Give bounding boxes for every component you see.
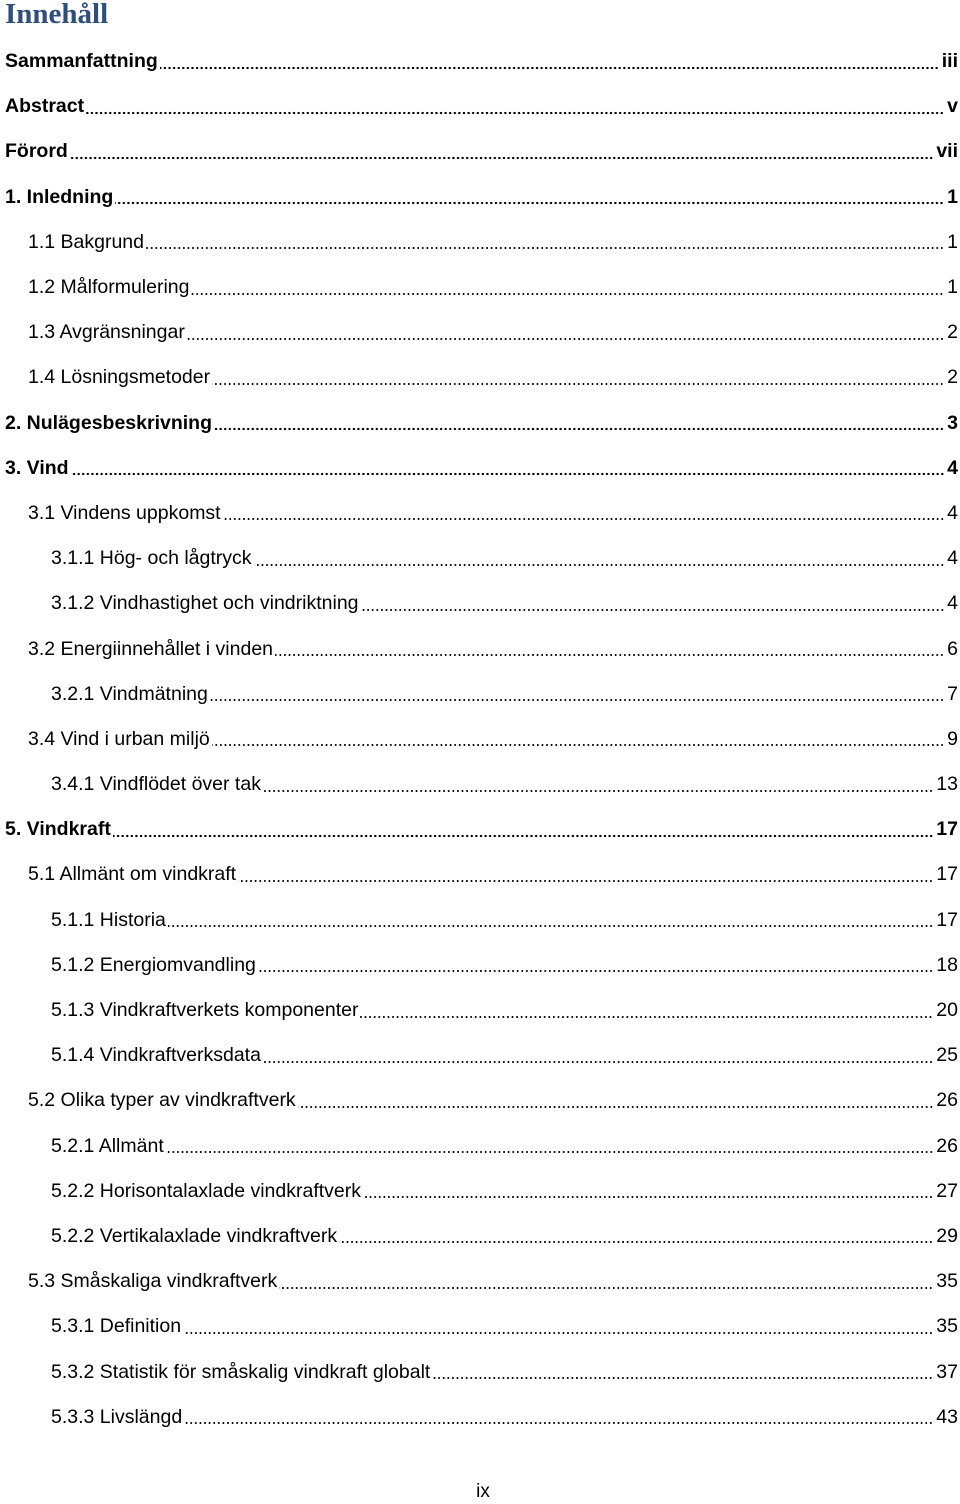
toc-entry-page: 1	[947, 185, 958, 208]
toc-entry[interactable]	[0, 807, 960, 852]
toc-dot-leader	[212, 382, 944, 386]
toc-entry-page: 18	[936, 953, 958, 976]
toc-entry-page: 43	[936, 1405, 958, 1428]
toc-entry-label: 5.2.1 Allmänt	[51, 1134, 164, 1157]
toc-entry[interactable]	[0, 762, 960, 807]
toc-entry-page: v	[947, 95, 958, 118]
toc-dot-leader	[363, 1195, 933, 1199]
toc-entry-label: 5.1.1 Historia	[51, 908, 166, 931]
toc-dot-leader	[160, 66, 939, 70]
toc-entry[interactable]	[0, 672, 960, 717]
toc-entry-page: 27	[936, 1179, 958, 1202]
toc-entry-page: 37	[936, 1360, 958, 1383]
toc-entry[interactable]	[0, 39, 960, 84]
toc-entry[interactable]	[0, 1395, 960, 1440]
toc-dot-leader	[187, 337, 944, 341]
toc-entry-page: 4	[947, 592, 958, 615]
toc-entry-label: Abstract	[5, 95, 85, 118]
toc-entry-page: 4	[947, 501, 958, 524]
toc-entry[interactable]	[0, 1078, 960, 1123]
toc-entry-label: 5.1.2 Energiomvandling	[51, 953, 256, 976]
toc-entry-page: 29	[936, 1224, 958, 1247]
toc-entry-label: 3.2 Energiinnehållet i vinden	[28, 637, 274, 660]
toc-entry-page: 17	[936, 818, 958, 841]
toc-entry-label: 3. Vind	[5, 456, 69, 479]
toc-dot-leader	[361, 608, 945, 612]
toc-dot-leader	[166, 1150, 934, 1154]
toc-dot-leader	[210, 698, 944, 702]
toc-entry-label: 1.1 Bakgrund	[28, 230, 145, 253]
toc-entry-label: 3.4.1 Vindflödet över tak	[51, 773, 261, 796]
toc-entry[interactable]	[0, 84, 960, 129]
toc-entry[interactable]	[0, 175, 960, 220]
toc-entry-page: 1	[947, 230, 958, 253]
toc-entry-label: 2. Nulägesbeskrivning	[5, 411, 212, 434]
toc-entry-label: 3.1 Vindens uppkomst	[28, 501, 221, 524]
toc-entry-page: 4	[947, 547, 958, 570]
toc-dot-leader	[86, 111, 944, 115]
toc-entry-page: 7	[947, 682, 958, 705]
toc-entry-label: 5.3.3 Livslängd	[51, 1405, 183, 1428]
toc-entry[interactable]	[0, 310, 960, 355]
toc-entry-label: 5.1.3 Vindkraftverkets komponenter	[51, 999, 359, 1022]
toc-entry[interactable]	[0, 1214, 960, 1259]
toc-entry-label: 5.1.4 Vindkraftverksdata	[51, 1044, 261, 1067]
toc-entry[interactable]	[0, 129, 960, 174]
table-of-contents	[0, 39, 960, 1440]
toc-entry-page: 6	[947, 637, 958, 660]
toc-entry-label: 5.2.2 Vertikalaxlade vindkraftverk	[51, 1224, 338, 1247]
toc-entry-label: 3.1.2 Vindhastighet och vindriktning	[51, 592, 359, 615]
toc-entry-page: 25	[936, 1044, 958, 1067]
toc-dot-leader	[432, 1376, 933, 1380]
toc-dot-leader	[238, 879, 933, 883]
toc-entry[interactable]	[0, 265, 960, 310]
toc-entry[interactable]	[0, 1304, 960, 1349]
toc-entry[interactable]	[0, 1349, 960, 1394]
toc-dot-leader	[339, 1240, 933, 1244]
toc-entry-page: 1	[947, 276, 958, 299]
toc-entry-page: 17	[936, 908, 958, 931]
toc-entry[interactable]	[0, 536, 960, 581]
toc-entry-label: 5.1 Allmänt om vindkraft	[28, 863, 237, 886]
toc-entry-page: 2	[947, 321, 958, 344]
toc-entry[interactable]	[0, 401, 960, 446]
toc-entry-label: 3.4 Vind i urban miljö	[28, 727, 210, 750]
toc-entry-label: Förord	[5, 140, 68, 163]
toc-entry-page: 17	[936, 863, 958, 886]
toc-dot-leader	[298, 1105, 934, 1109]
toc-entry[interactable]	[0, 581, 960, 626]
toc-entry-page: 35	[936, 1270, 958, 1293]
toc-entry[interactable]	[0, 446, 960, 491]
toc-entry-label: 3.2.1 Vindmätning	[51, 682, 208, 705]
toc-entry-label: 5.3 Småskaliga vindkraftverk	[28, 1270, 278, 1293]
toc-entry-label: Sammanfattning	[5, 50, 158, 73]
toc-dot-leader	[183, 1331, 933, 1335]
toc-dot-leader	[113, 834, 933, 838]
toc-entry[interactable]	[0, 626, 960, 671]
toc-dot-leader	[263, 789, 933, 793]
toc-dot-leader	[223, 517, 945, 521]
toc-entry-label: 1.4 Lösningsmetoder	[28, 366, 211, 389]
toc-entry[interactable]	[0, 355, 960, 400]
toc-dot-leader	[263, 1060, 933, 1064]
toc-entry[interactable]	[0, 1169, 960, 1214]
toc-entry-label: 3.1.1 Hög- och lågtryck	[51, 547, 252, 570]
toc-entry[interactable]	[0, 988, 960, 1033]
toc-entry-page: vii	[936, 140, 958, 163]
toc-dot-leader	[279, 1286, 933, 1290]
toc-entry-page: 4	[947, 456, 958, 479]
toc-entry[interactable]	[0, 852, 960, 897]
toc-entry[interactable]	[0, 1033, 960, 1078]
toc-dot-leader	[184, 1421, 933, 1425]
toc-dot-leader	[254, 563, 945, 567]
toc-entry-label: 1.3 Avgränsningar	[28, 321, 185, 344]
toc-dot-leader	[214, 427, 944, 431]
toc-entry-page: iii	[941, 50, 958, 73]
page-title: Innehåll	[5, 0, 109, 30]
toc-dot-leader	[212, 743, 944, 747]
toc-entry-label: 5.3.1 Definition	[51, 1315, 182, 1338]
toc-entry-label: 5.3.2 Statistik för småskalig vindkraft globalt	[51, 1360, 431, 1383]
toc-entry-page: 9	[947, 727, 958, 750]
toc-dot-leader	[191, 292, 944, 296]
toc-entry[interactable]	[0, 1259, 960, 1304]
toc-entry[interactable]	[0, 491, 960, 536]
toc-entry-page: 26	[936, 1089, 958, 1112]
toc-entry[interactable]	[0, 220, 960, 265]
toc-dot-leader	[115, 201, 944, 205]
toc-entry-label: 5.2 Olika typer av vindkraftverk	[28, 1089, 296, 1112]
page-number: ix	[476, 1481, 490, 1502]
toc-dot-leader	[71, 472, 945, 476]
toc-entry-label: 5.2.2 Horisontalaxlade vindkraftverk	[51, 1179, 361, 1202]
toc-entry-page: 3	[947, 411, 958, 434]
toc-entry-page: 20	[936, 999, 958, 1022]
toc-entry-page: 35	[936, 1315, 958, 1338]
toc-dot-leader	[360, 1015, 933, 1019]
toc-entry[interactable]	[0, 1124, 960, 1169]
toc-entry[interactable]	[0, 898, 960, 943]
toc-entry-page: 26	[936, 1134, 958, 1157]
toc-entry[interactable]	[0, 717, 960, 762]
toc-dot-leader	[70, 156, 933, 160]
toc-entry-label: 1. Inledning	[5, 185, 114, 208]
toc-dot-leader	[146, 246, 944, 250]
toc-entry-page: 2	[947, 366, 958, 389]
toc-dot-leader	[275, 653, 944, 657]
toc-entry-label: 5. Vindkraft	[5, 818, 111, 841]
toc-entry-page: 13	[936, 773, 958, 796]
toc-dot-leader	[168, 924, 933, 928]
toc-entry[interactable]	[0, 943, 960, 988]
toc-entry-label: 1.2 Målformulering	[28, 276, 190, 299]
toc-dot-leader	[258, 969, 933, 973]
